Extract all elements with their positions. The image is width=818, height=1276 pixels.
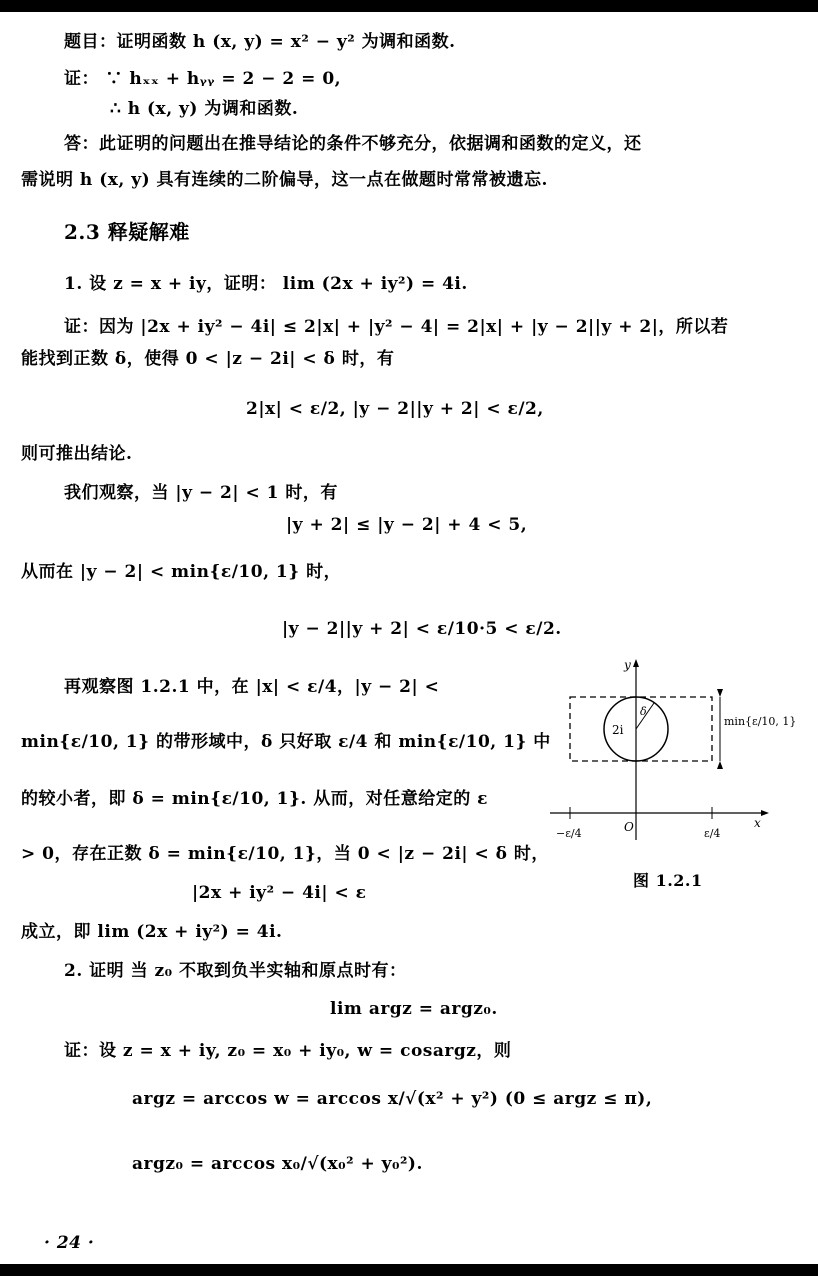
figure-caption: 图 1.2.1 bbox=[633, 871, 703, 890]
y-axis-label: y bbox=[624, 658, 631, 672]
section-heading: 2.3 释疑解难 bbox=[64, 220, 190, 244]
y-axis-arrow-icon bbox=[633, 659, 639, 667]
figure-reference-line: 再观察图 1.2.1 中，在 |x| < ε/4，|y − 2| < bbox=[64, 677, 440, 697]
top-border bbox=[0, 0, 818, 12]
marker-arrow-top-icon bbox=[717, 689, 723, 697]
radius-label: δ bbox=[640, 705, 647, 718]
conclusion-text: 则可推出结论. bbox=[21, 444, 133, 464]
epsilon-inequality: |2x + iy² − 4i| < ε bbox=[192, 883, 367, 903]
width-label: min{ε/10, 1} bbox=[724, 715, 797, 728]
problem-1: 1. 设 z = x + iy，证明： lim (2x + iy²) = 4i. bbox=[64, 274, 468, 294]
x-axis-arrow-icon bbox=[761, 810, 769, 816]
problem-2: 2. 证明 当 z₀ 不取到负半实轴和原点时有： bbox=[64, 961, 407, 981]
observation-line: 我们观察，当 |y − 2| < 1 时，有 bbox=[64, 483, 338, 503]
bound-inequality: |y + 2| ≤ |y − 2| + 4 < 5, bbox=[286, 515, 528, 535]
argz0-formula: argz₀ = arccos x₀/√(x₀² + y₀²). bbox=[132, 1154, 423, 1174]
argz-formula: argz = arccos w = arccos x/√(x² + y²) (0 ≤ argz ≤ π), bbox=[132, 1089, 653, 1109]
bottom-border bbox=[0, 1264, 818, 1276]
origin-label: O bbox=[624, 820, 634, 834]
min-condition: 从而在 |y − 2| < min{ε/10, 1} 时， bbox=[21, 562, 342, 582]
limit-result: 成立，即 lim (2x + iy²) = 4i. bbox=[21, 922, 283, 942]
right-tick-label: ε/4 bbox=[704, 827, 721, 840]
proof-1-line-1: 证：因为 |2x + iy² − 4i| ≤ 2|x| + |y² − 4| = 2|x| + |y − 2||y + 2|，所以若 bbox=[64, 317, 729, 337]
x-axis-label: x bbox=[754, 816, 761, 830]
answer-line-2: 需说明 h (x, y) 具有连续的二阶偏导，这一点在做题时常常被遗忘. bbox=[21, 170, 548, 190]
existence-line: > 0，存在正数 δ = min{ε/10, 1}，当 0 < |z − 2i| < δ 时， bbox=[21, 844, 549, 864]
proof-conclusion: ∴ h (x, y) 为调和函数. bbox=[110, 99, 299, 119]
proof-1-line-2: 能找到正数 δ，使得 0 < |z − 2i| < δ 时，有 bbox=[21, 349, 395, 369]
band-domain-line: min{ε/10, 1} 的带形域中，δ 只好取 ε/4 和 min{ε/10, 1} 中 bbox=[21, 732, 551, 752]
figure-1-2-1 bbox=[540, 655, 797, 855]
delta-choice-line: 的较小者，即 δ = min{ε/10, 1}. 从而，对任意给定的 ε bbox=[21, 789, 488, 809]
answer-line-1: 答：此证明的问题出在推导结论的条件不够充分，依据调和函数的定义，还 bbox=[64, 134, 642, 154]
center-label: 2i bbox=[612, 723, 624, 737]
page-number: · 24 · bbox=[44, 1233, 95, 1253]
marker-arrow-bottom-icon bbox=[717, 761, 723, 769]
product-bound: |y − 2||y + 2| < ε/10·5 < ε/2. bbox=[282, 619, 562, 639]
inequality-pair: 2|x| < ε/2, |y − 2||y + 2| < ε/2, bbox=[246, 399, 544, 419]
proof-line: 证： ∵ hₓₓ + hᵧᵧ = 2 − 2 = 0, bbox=[64, 69, 342, 89]
limit-arg-equation: lim argz = argz₀. bbox=[330, 999, 498, 1019]
problem-statement: 题目：证明函数 h (x, y) = x² − y² 为调和函数. bbox=[64, 32, 456, 52]
left-tick-label: −ε/4 bbox=[556, 827, 582, 840]
proof-2-setup: 证：设 z = x + iy, z₀ = x₀ + iy₀, w = cosargz，则 bbox=[64, 1041, 512, 1061]
